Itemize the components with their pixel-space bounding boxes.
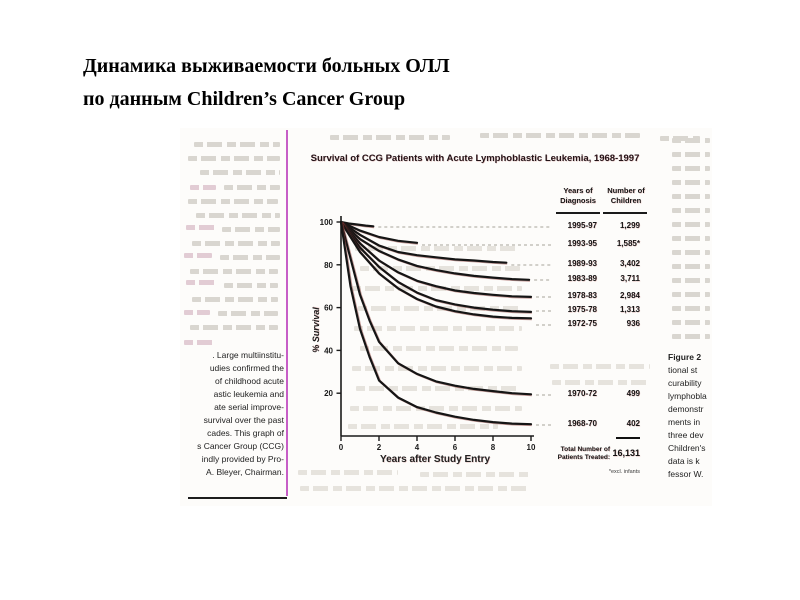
survival-curve-1970-72 — [341, 222, 531, 394]
caption-line: . Large multiinstitu- — [212, 350, 284, 360]
years-of-diagnosis-cell: 1989-93 — [567, 259, 597, 268]
number-of-children-cell: 1,299 — [619, 221, 640, 230]
years-of-diagnosis-cell: 1983-89 — [567, 274, 597, 283]
caption-line: tional st — [668, 365, 698, 375]
number-of-children-cell: 1,585* — [616, 239, 640, 248]
number-of-children-cell: 402 — [626, 419, 640, 428]
slide-title-line2: по данным Children’s Cancer Group — [83, 88, 406, 110]
x-axis-label: Years after Study Entry — [379, 454, 491, 465]
caption-line: ments in — [668, 417, 701, 427]
x-tick-label: 0 — [338, 443, 344, 452]
number-of-children-cell: 2,984 — [619, 291, 640, 300]
caption-line: three dev — [668, 430, 704, 440]
table-header-years-line1: Years of — [563, 186, 593, 195]
x-tick-label: 4 — [414, 443, 420, 452]
caption-line: lymphobla — [668, 391, 707, 401]
caption-line: Children's — [668, 443, 706, 453]
scanned-figure — [180, 128, 712, 506]
x-tick-label: 2 — [376, 443, 382, 452]
table-row — [552, 389, 640, 400]
years-of-diagnosis-cell: 1978-83 — [567, 291, 597, 300]
years-of-diagnosis-cell: 1972-75 — [567, 319, 597, 328]
years-of-diagnosis-cell: 1995-97 — [567, 221, 597, 230]
years-of-diagnosis-cell: 1993-95 — [567, 239, 597, 248]
y-tick-label: 60 — [324, 303, 333, 313]
caption-line: cades. This graph of — [207, 428, 284, 438]
number-of-children-cell: 3,402 — [619, 259, 640, 268]
caption-line: udies confirmed the — [209, 363, 284, 373]
number-of-children-cell: 499 — [626, 389, 640, 398]
caption-line: A. Bleyer, Chairman. — [206, 467, 284, 477]
table-row — [552, 291, 640, 302]
years-of-diagnosis-cell: 1970-72 — [567, 389, 597, 398]
table-row — [552, 239, 640, 250]
years-of-diagnosis-cell: 1968-70 — [567, 419, 597, 428]
number-of-children-cell: 936 — [626, 319, 640, 328]
table-row — [552, 419, 640, 430]
x-tick-label: 6 — [452, 443, 458, 452]
caption-line: demonstr — [668, 404, 704, 414]
table-header-years — [554, 186, 602, 205]
table-row — [552, 305, 640, 316]
caption-line: indly provided by Pro- — [201, 454, 284, 464]
caption-line: fessor W. — [668, 469, 704, 479]
total-patients-value: 16,131 — [612, 448, 640, 458]
survival-curve-1975-78 — [341, 222, 531, 312]
table-footnote: *excl. infants — [608, 469, 640, 475]
figure-2-caption-text — [668, 351, 712, 481]
slide-title-line1: Динамика выживаемости больных ОЛЛ — [83, 55, 450, 77]
caption-line: curability — [668, 378, 702, 388]
total-patients-label — [538, 446, 610, 462]
slide-title — [83, 50, 450, 116]
table-header-years-line2: Diagnosis — [560, 195, 596, 205]
caption-line: astic leukemia and — [213, 389, 284, 399]
number-of-children-cell: 3,711 — [620, 274, 640, 283]
number-of-children-cell: 1,313 — [619, 305, 640, 314]
caption-line: survival over the past — [203, 415, 284, 425]
caption-line: Figure 2 — [668, 352, 702, 362]
caption-line: of childhood acute — [215, 376, 284, 386]
table-row — [552, 221, 640, 232]
y-tick-label: 40 — [324, 346, 333, 356]
left-caption-text — [182, 349, 284, 479]
caption-line: data is k — [668, 456, 700, 466]
table-header-children-line1: Number of — [607, 186, 645, 195]
years-of-diagnosis-cell: 1975-78 — [567, 305, 597, 314]
figure-title: Survival of CCG Patients with Acute Lymphoblastic Leukemia, 1968-1997 — [310, 153, 640, 164]
table-header-underline-2 — [603, 212, 647, 214]
table-header-children-line2: Children — [610, 195, 642, 205]
y-tick-label: 80 — [324, 260, 333, 270]
x-tick-label: 8 — [490, 443, 496, 452]
x-tick-label: 10 — [526, 443, 536, 452]
total-patients-label-line1: Total Number of — [560, 446, 610, 453]
y-tick-label: 20 — [324, 389, 333, 399]
table-row — [552, 259, 640, 270]
table-row — [552, 274, 640, 285]
table-row — [552, 319, 640, 330]
table-header-underline-1 — [556, 212, 600, 214]
caption-line: s Cancer Group (CCG) — [197, 441, 284, 451]
caption-line: ate serial improve- — [214, 402, 284, 412]
curve-chromatic-fringe — [342, 223, 532, 395]
y-axis-label: % Survival — [311, 307, 321, 353]
total-patients-label-line2: Patients Treated: — [557, 454, 610, 461]
total-sum-line — [616, 437, 640, 439]
y-tick-label: 100 — [319, 218, 333, 227]
curve-chromatic-fringe — [342, 223, 532, 313]
table-header-children — [601, 186, 651, 205]
